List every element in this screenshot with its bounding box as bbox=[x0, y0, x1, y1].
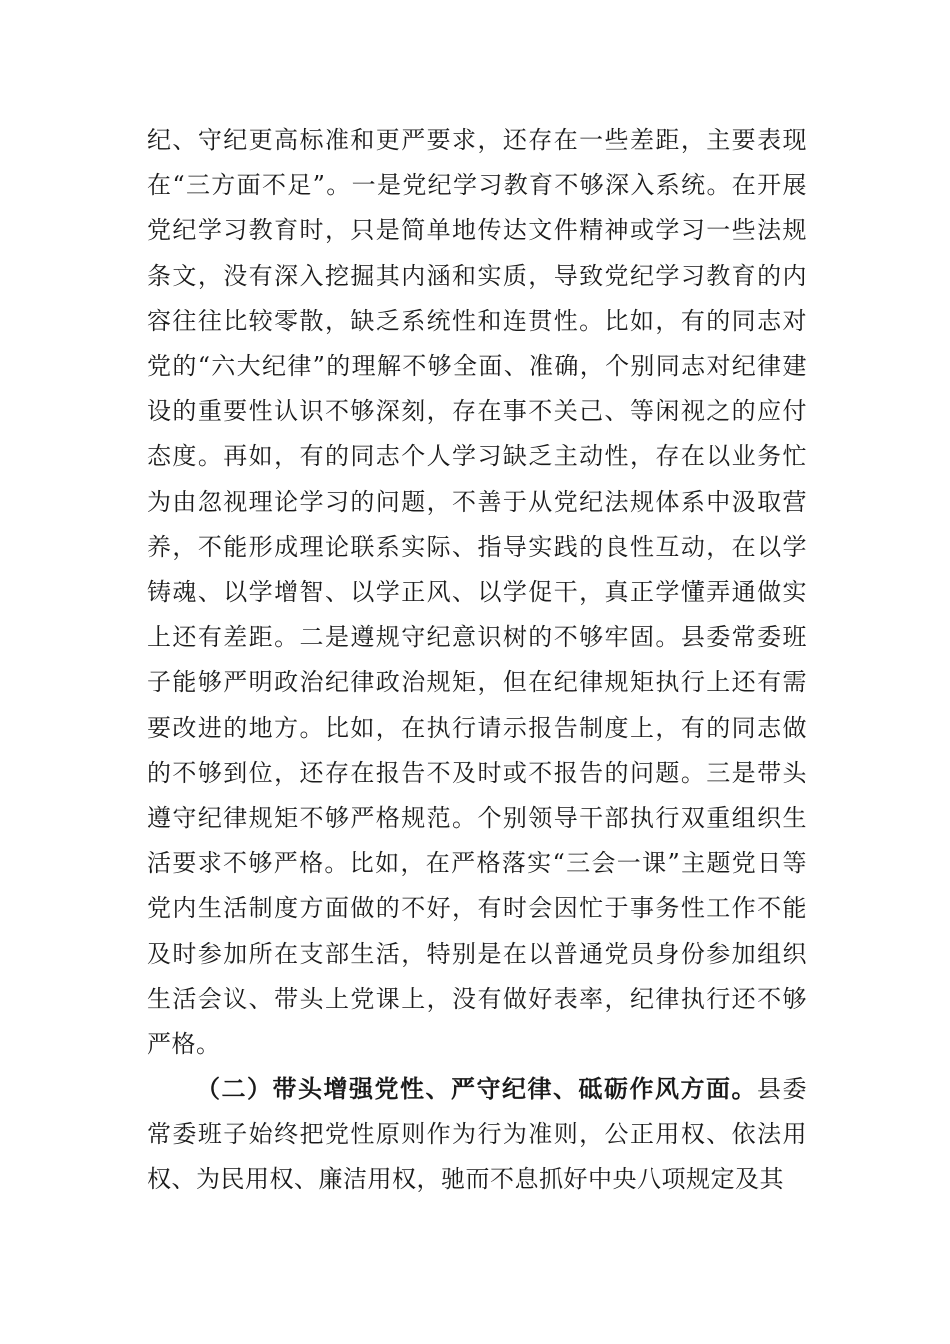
body-paragraph bbox=[147, 118, 807, 1067]
section-heading: （二）带头增强党性、严守纪律、砥砺作风方面。 bbox=[196, 1074, 757, 1103]
paragraph-text: 纪、守纪更高标准和更严要求，还存在一些差距，主要表现在“三方面不足”。一是党纪学习教育不够深入系统。在开展党纪学习教育时，只是简单地传达文件精神或学习一些法规条文，没有深入挖掘其内涵和实质，导致党纪学习教育的内容往往比较零散，缺乏系统性和连贯性。比如，有的同志对党的“六大纪律”的理解不够全面、准确，个别同志对纪律建设的重要性认识不够深刻，存在事不关己、等闲视之的应付态度。再如，有的同志个人学习缺乏主动性，存在以业务忙为由忽视理论学习的问题，不善于从党纪法规体系中汲取营养，不能形成理论联系实际、指导实践的良性互动，在以学铸魂、以学增智、以学正风、以学促干，真正学懂弄通做实上还有差距。二是遵规守纪意识树的不够牢固。县委常委班子能够严明政治纪律政治规矩，但在纪律规矩执行上还有需要改进的地方。比如，在执行请示报告制度上，有的同志做的不够到位，还存在报告不及时或不报告的问题。三是带头遵守纪律规矩不够严格规范。个别领导干部执行双重组织生活要求不够严格。比如，在严格落实“三会一课”主题党日等党内生活制度方面做的不好，有时会因忙于事务性工作不能及时参加所在支部生活，特别是在以普通党员身份参加组织生活会议、带头上党课上，没有做好表率，纪律执行还不够严格。 bbox=[147, 126, 807, 1059]
paragraph-text: 县委常委班子始终把党性原则作为行为准则，公正用权、依法用权、为民用权、廉洁用权，驰而不息抓好中央八项规定及其 bbox=[147, 1075, 807, 1194]
section-paragraph bbox=[147, 1066, 807, 1203]
